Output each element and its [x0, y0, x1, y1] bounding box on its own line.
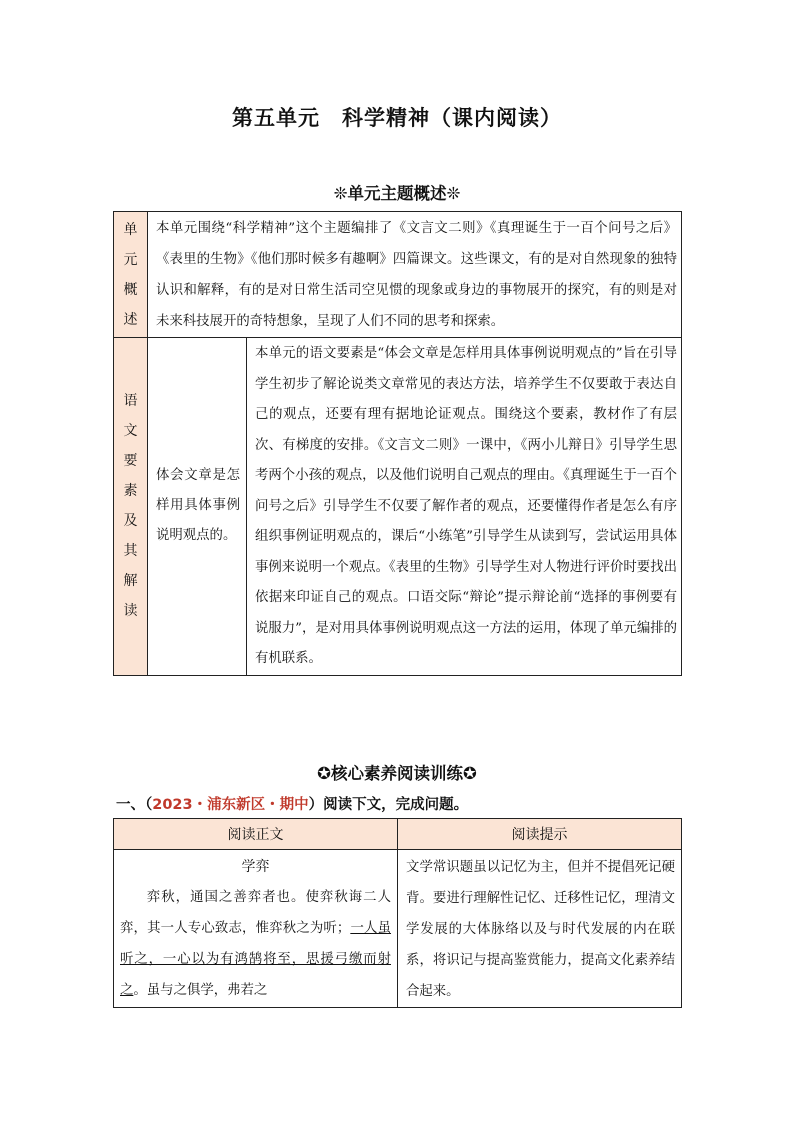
section-heading-training: ✪核心素养阅读训练✪ — [317, 764, 477, 783]
label-unit-summary: 单 元 概 述 — [114, 212, 148, 338]
reading-table — [113, 818, 682, 1008]
passage-body: 弈秋，通国之善弈者也。使弈秋诲二人弈，其一人专心致志，惟弈秋之为听；一人虽听之，一心以为有鸿鹄将至，思援弓缴而射之。虽与之俱学，弗若之 — [120, 890, 392, 998]
overview-table — [113, 211, 682, 676]
reading-hint: 文学常识题虽以记忆为主，但并不提倡死记硬背。要进行理解性记忆、迁移性记忆，理清文学发展的大体脉络以及与时代发展的内在联系，将识记与提高鉴赏能力，提高文化素养结合起来。 — [398, 850, 682, 1008]
reading-header-row — [114, 819, 682, 850]
reading-header-text: 阅读正文 — [114, 819, 398, 850]
section-heading-overview: ❊单元主题概述❊ — [333, 184, 461, 203]
page-title: 第五单元 科学精神（课内阅读） — [232, 106, 562, 130]
overview-row-summary — [114, 212, 682, 338]
reading-body-row — [114, 850, 682, 1008]
reading-header-hint: 阅读提示 — [398, 819, 682, 850]
question-source: 2023・浦东新区・期中 — [152, 797, 309, 813]
label-language-elements: 语 文 要 素 及 其 解 读 — [114, 338, 148, 676]
overview-row-elements — [114, 338, 682, 676]
unit-summary-text: 本单元围绕“科学精神”这个主题编排了《文言文二则》《真理诞生于一百个问号之后》《表里的生物》《他们那时候多有趣啊》四篇课文。这些课文，有的是对自然现象的独特认识和解释，有的是对日常生活司空见惯的现象或身边的事物展开的探究，有的则是对未来科技展开的奇特想象，呈现了人们不同的思考和探索。 — [148, 212, 682, 338]
language-element-key: 体会文章是怎样用具体事例说明观点的。 — [148, 338, 247, 676]
language-element-explanation: 本单元的语文要素是“体会文章是怎样用具体事例说明观点的”旨在引导学生初步了解论说类文章常见的表达方法，培养学生不仅要敢于表达自己的观点，还要有理有据地论证观点。围绕这个要素，教材作了有层次、有梯度的安排。《文言文二则》一课中，《两小儿辩日》引导学生思考两个小孩的观点，以及他们说明自己观点的理由。《真理诞生于一百个问号之后》引导学生不仅要了解作者的观点，还要懂得作者是怎么有序组织事例证明观点的，课后“小练笔”引导学生从读到写，尝试运用具体事例来说明一个观点。《表里的生物》引导学生对人物进行评价时要找出依据来印证自己的观点。口语交际“辩论”提示辩论前“选择的事例要有说服力”，是对用具体事例说明观点这一方法的运用，体现了单元编排的有机联系。 — [247, 338, 682, 676]
reading-passage — [114, 850, 398, 1008]
question-one: 一、（2023・浦东新区・期中）阅读下文，完成问题。 — [116, 797, 469, 813]
passage-title: 学弈 — [241, 859, 270, 875]
passage-underlined: 一人虽听之，一心以为有鸿鹄将至，思援弓缴而射之 — [120, 921, 392, 998]
